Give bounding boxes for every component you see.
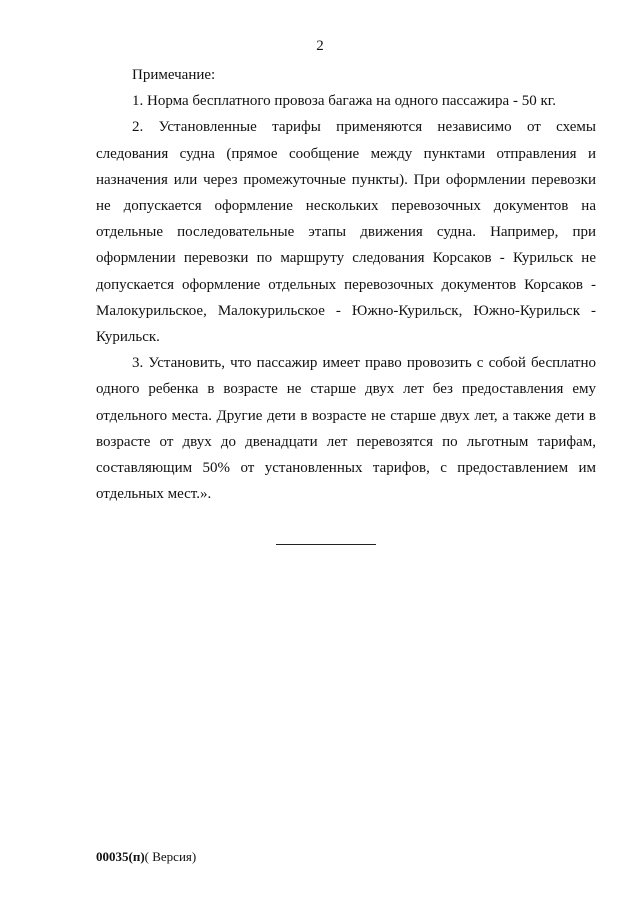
page-number: 2 [316,38,324,54]
document-body [96,62,596,507]
end-separator-line [276,544,376,545]
footer-code: 00035(п) [96,849,145,864]
paragraph-baggage-norm: 1. Норма бесплатного провоза багажа на одного пассажира - 50 кг. [132,93,556,110]
note-title: Примечание: [132,67,216,83]
footer-document-code [96,849,196,865]
paragraph-tariffs: 2. Установленные тарифы применяются независимо от схемы следования судна (прямое сообщение между пунктами отправления и назначения или через промежуточные пункты). При оформлении перевозки не допускается оформление нескольких перевозочных документов на отдельные последовательные этапы движения судна. Например, при оформлении перевозки по маршруту следования Корсаков - Курильск не допускается оформление отдельных перевозочных документов Корсаков - Малокурильское, Малокурильское - Южно-Курильск, Южно-Курильск - Курильск. [96,119,596,346]
paragraph-child-fare: 3. Установить, что пассажир имеет право провозить с собой бесплатно одного ребенка в возрасте не старше двух лет без предоставления ему отдельного места. Другие дети в возрасте не старше двух лет, а также дети в возрасте от двух до двенадцати лет перевозятся по льготным тарифам, составляющим 50% от установленных тарифов, с предоставлением им отдельных мест.». [96,355,596,503]
footer-version: ( Версия) [144,849,197,864]
